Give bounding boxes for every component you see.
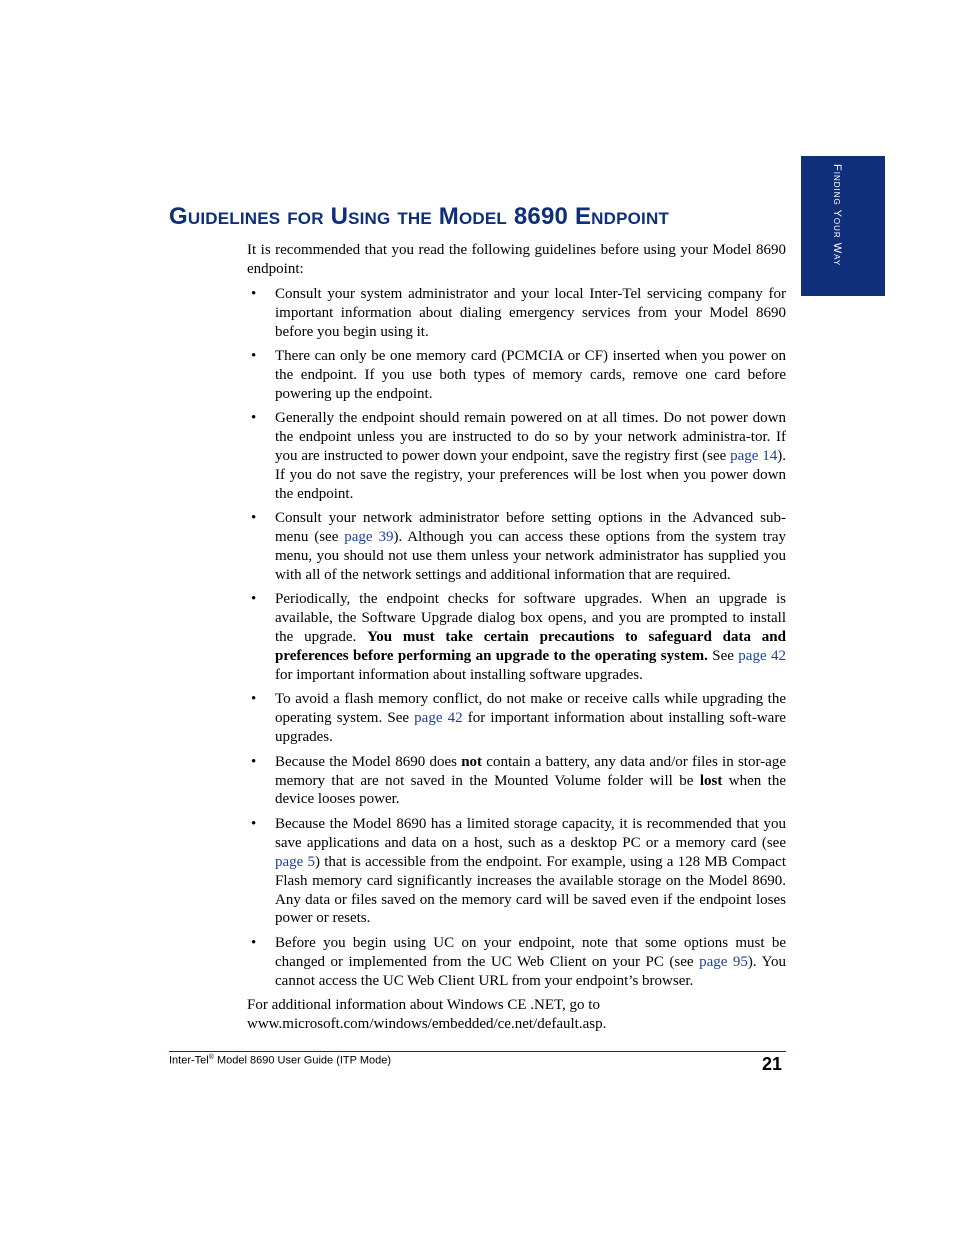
chapter-tab-label: Finding Your Way (831, 164, 843, 267)
list-item: • To avoid a flash memory conflict, do not make or receive calls while upgrading the operating system. See page 42 for important information about installing soft-ware upgrades. (247, 690, 786, 747)
page-link[interactable]: page 42 (738, 648, 786, 665)
list-item: • Periodically, the endpoint checks for software upgrades. When an upgrade is available, the Software Upgrade dialog box opens, and you are prompted to install the upgrade. You must take certain precautions to safeguard data and preferences before performing an upgrade to the operating system. See page 42 for important information about installing software upgrades. (247, 590, 786, 685)
list-item: • Because the Model 8690 does not contain a battery, any data and/or files in stor-age memory that are not saved in the Mounted Volume folder will be lost when the device looses power. (247, 753, 786, 810)
footer-divider (169, 1051, 786, 1052)
page-link[interactable]: page 42 (414, 710, 463, 727)
section-heading: Guidelines for Using the Model 8690 Endpoint (169, 203, 670, 230)
intro-paragraph: It is recommended that you read the following guidelines before using your Model 8690 endpoint: (247, 242, 786, 277)
list-item: • There can only be one memory card (PCMCIA or CF) inserted when you power on the endpoint. If you use both types of memory cards, remove one card before powering up the endpoint. (247, 347, 786, 404)
emphasis-text: lost (699, 772, 723, 789)
main-content (247, 241, 786, 1034)
page-link[interactable]: page 5 (275, 853, 316, 870)
list-item: • Consult your system administrator and your local Inter-Tel servicing company for important information about dialing emergency services from your Model 8690 before you begin using it. (247, 285, 786, 342)
warning-text: You must take certain precautions to safeguard data and preferences before performing an upgrade to the operating system. (275, 629, 786, 665)
closing-paragraph: For additional information about Windows CE .NET, go to www.microsoft.com/windows/embedded/ce.net/default.asp. (247, 997, 607, 1032)
page-link[interactable]: page 39 (344, 529, 394, 546)
list-item: • Because the Model 8690 has a limited storage capacity, it is recommended that you save applications and data on a host, such as a desktop PC or a memory card (see page 5) that is accessible from the endpoint. For example, using a 128 MB Compact Flash memory card significantly increases the available storage on the Model 8690. Any data or files saved on the memory card will be saved even if the endpoint loses power or resets. (247, 815, 786, 928)
chapter-tab (801, 156, 885, 296)
page-link[interactable]: page 14 (730, 448, 778, 465)
footer-title: Inter-Tel® Model 8690 User Guide (ITP Mode) (169, 1054, 392, 1067)
url-text: www.microsoft.com/windows/embedded/ce.net/default.asp. (247, 1015, 607, 1032)
page-link[interactable]: page 95 (699, 953, 748, 970)
guidelines-list (247, 285, 786, 991)
list-item: • Before you begin using UC on your endpoint, note that some options must be changed or implemented from the UC Web Client on your PC (see page 95). You cannot access the UC Web Client URL from your endpoint’s browser. (247, 934, 786, 991)
emphasis-text: not (461, 753, 483, 770)
page-number: 21 (762, 1054, 783, 1074)
list-item: • Consult your network administrator before setting options in the Advanced sub-menu (see page 39). Although you can access these options from the system tray menu, you should not use them unless your network administrator has supplied you with all of the network settings and additional information that are required. (247, 509, 786, 585)
list-item: • Generally the endpoint should remain powered on at all times. Do not power down the endpoint unless you are instructed to do so by your network administra-tor. If you are instructed to power down your endpoint, save the registry first (see page 14). If you do not save the registry, your preferences will be lost when you power down the endpoint. (247, 409, 786, 504)
